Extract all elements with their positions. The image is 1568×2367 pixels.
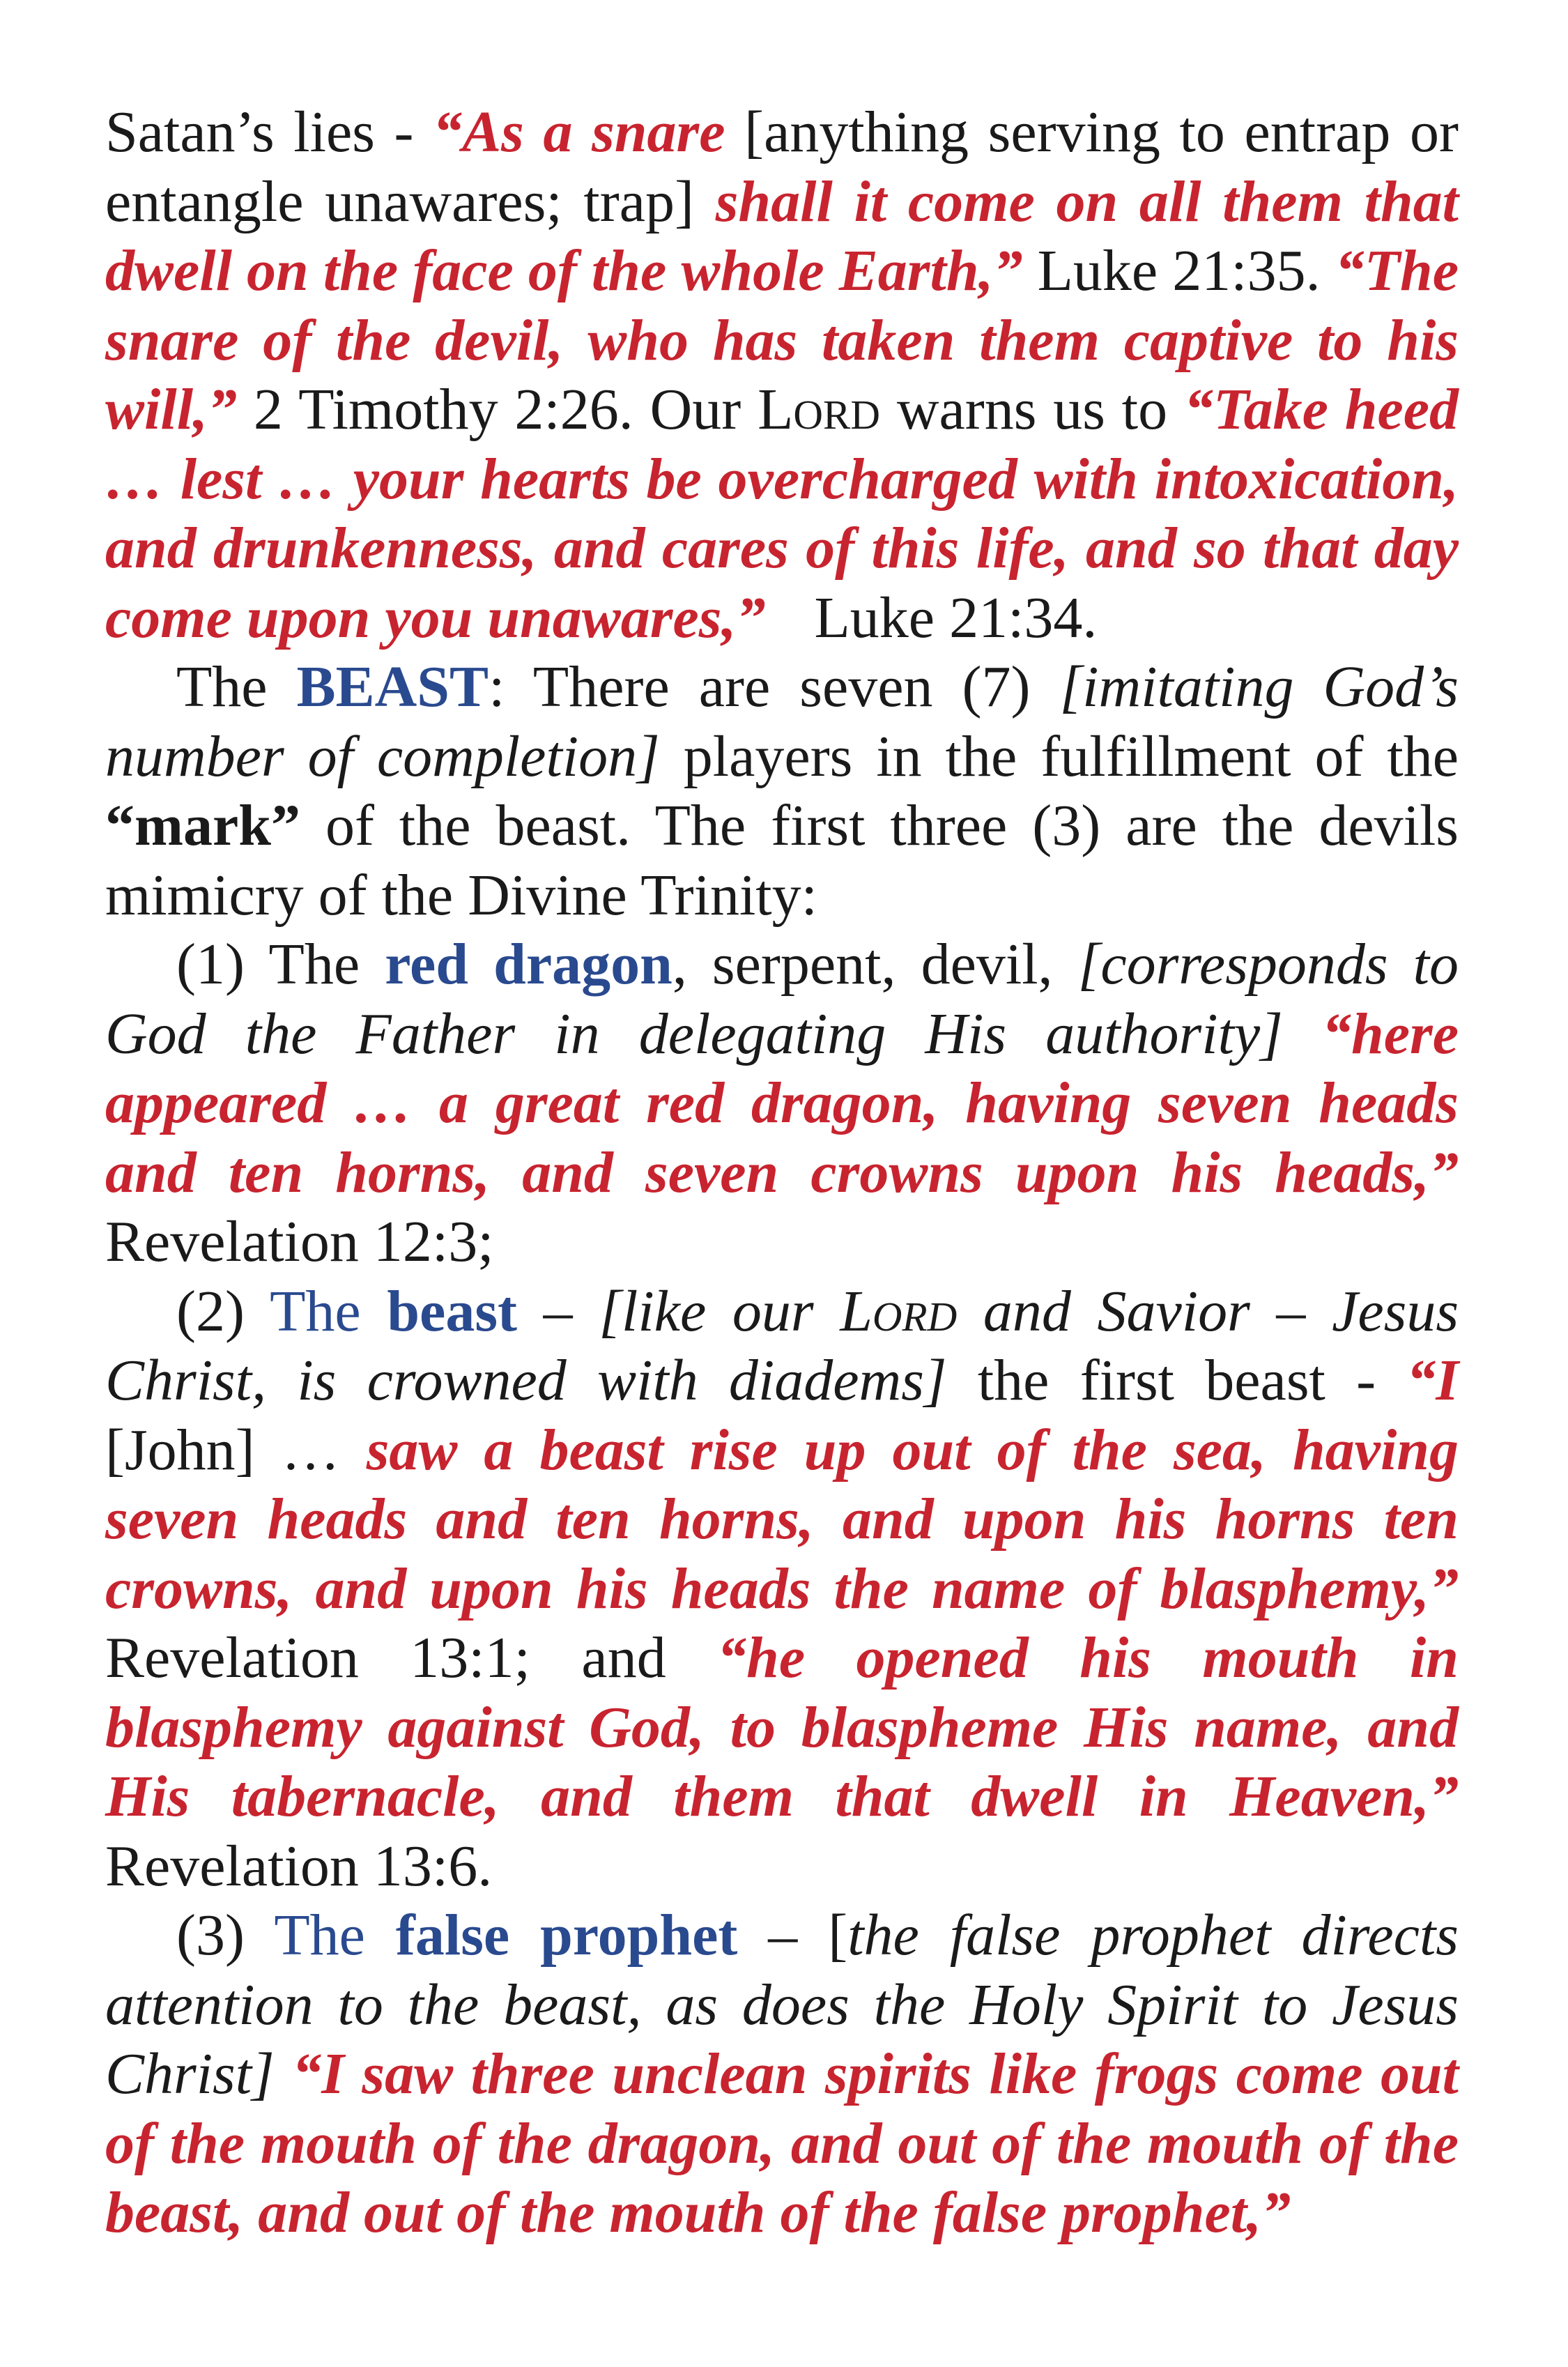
scripture-quote: “he opened his mouth in blasphemy against God, to blaspheme His name, and His tabernacle, and them that dwell in Heaven,” <box>105 1625 1459 1829</box>
italic-note: [imitating God’s number of completion] <box>105 654 1459 789</box>
reference: Revelation 13:1; and <box>105 1625 718 1690</box>
red-dragon-term: red dragon <box>385 932 672 997</box>
scripture-quote: “I <box>1406 1348 1459 1413</box>
beast-heading: BEAST <box>296 654 489 719</box>
scripture-quote: saw a beast rise up out of the sea, having seven heads and ten horns, and upon his horns ten crowns, and upon his heads the name of blasphemy,” <box>105 1417 1459 1621</box>
scripture-quote: “here appeared … a great red dragon, having seven heads and ten horns, and seven crowns upon his heads,” <box>105 1001 1459 1205</box>
beast-term: beast <box>387 1278 517 1344</box>
paragraph-satans-lies <box>105 98 1459 652</box>
text: Satan’s lies - <box>105 100 433 164</box>
text: [anything serving to entrap or entangle unawares; trap] <box>105 100 1459 234</box>
reference: 2 Timothy 2:26. Our <box>237 377 758 442</box>
text: The <box>176 654 297 719</box>
text: : There are seven (7) <box>489 654 1060 719</box>
text: , serpent, devil, <box>672 932 1078 997</box>
page-body <box>105 98 1459 2248</box>
text <box>275 2042 292 2106</box>
text: (2) <box>176 1278 270 1344</box>
paragraph-beast <box>105 652 1459 930</box>
text <box>1283 1002 1322 1066</box>
paragraph-false-prophet <box>105 1901 1459 2248</box>
reference: Luke 21:35. <box>1022 238 1335 303</box>
the-label: The <box>274 1903 396 1968</box>
text: warns us to <box>879 377 1184 442</box>
scripture-quote: “As a snare <box>433 100 725 164</box>
text: – <box>517 1278 599 1344</box>
text: players in the fulfillment of the <box>659 723 1459 789</box>
scripture-quote: “I saw three unclean spirits like frogs come out of the mouth of the dragon, and out of the mouth of the beast, and out of the mouth of the false prophet,” <box>105 2042 1459 2245</box>
lord-smallcaps: Lord <box>758 377 880 442</box>
italic-note: [like our <box>599 1278 840 1344</box>
scripture-quote: “The snare of the devil, who has taken them captive to his will,” <box>105 238 1459 442</box>
text: (1) The <box>176 932 385 997</box>
italic-note: the false prophet directs attention to the beast, as does the Holy Spirit to Jesus Christ] <box>105 1903 1459 2106</box>
lord-smallcaps: Lord <box>840 1278 958 1344</box>
reference: Luke 21:34. <box>814 585 1098 650</box>
false-prophet-term: false prophet <box>395 1903 738 1968</box>
text: (3) <box>176 1903 275 1968</box>
text: the first beast - <box>946 1348 1407 1413</box>
text: [John] … <box>105 1417 367 1483</box>
scripture-quote: shall it come on all them that dwell on the face of the whole Earth,” <box>105 169 1459 303</box>
reference: Revelation 13:6. <box>105 1833 493 1899</box>
paragraph-red-dragon <box>105 930 1459 1277</box>
paragraph-beast-two <box>105 1277 1459 1901</box>
text: of the beast. The first three (3) are the devils mimicry of the Divine Trinity: <box>105 793 1459 928</box>
italic-note: and Savior – Jesus Christ, is crowned with diadems] <box>105 1278 1459 1413</box>
reference: Revelation 12:3; <box>105 1209 494 1274</box>
mark-term: “mark” <box>105 793 300 858</box>
scripture-quote: “Take heed … lest … your hearts be overcharged with intoxication, and drunkenness, and cares of this life, and so that day come upon you unawares,” <box>105 377 1459 650</box>
italic-note: [corresponds to God the Father in delegating His authority] <box>105 932 1459 1066</box>
the-label: The <box>270 1278 387 1344</box>
text: – [ <box>737 1903 848 1968</box>
